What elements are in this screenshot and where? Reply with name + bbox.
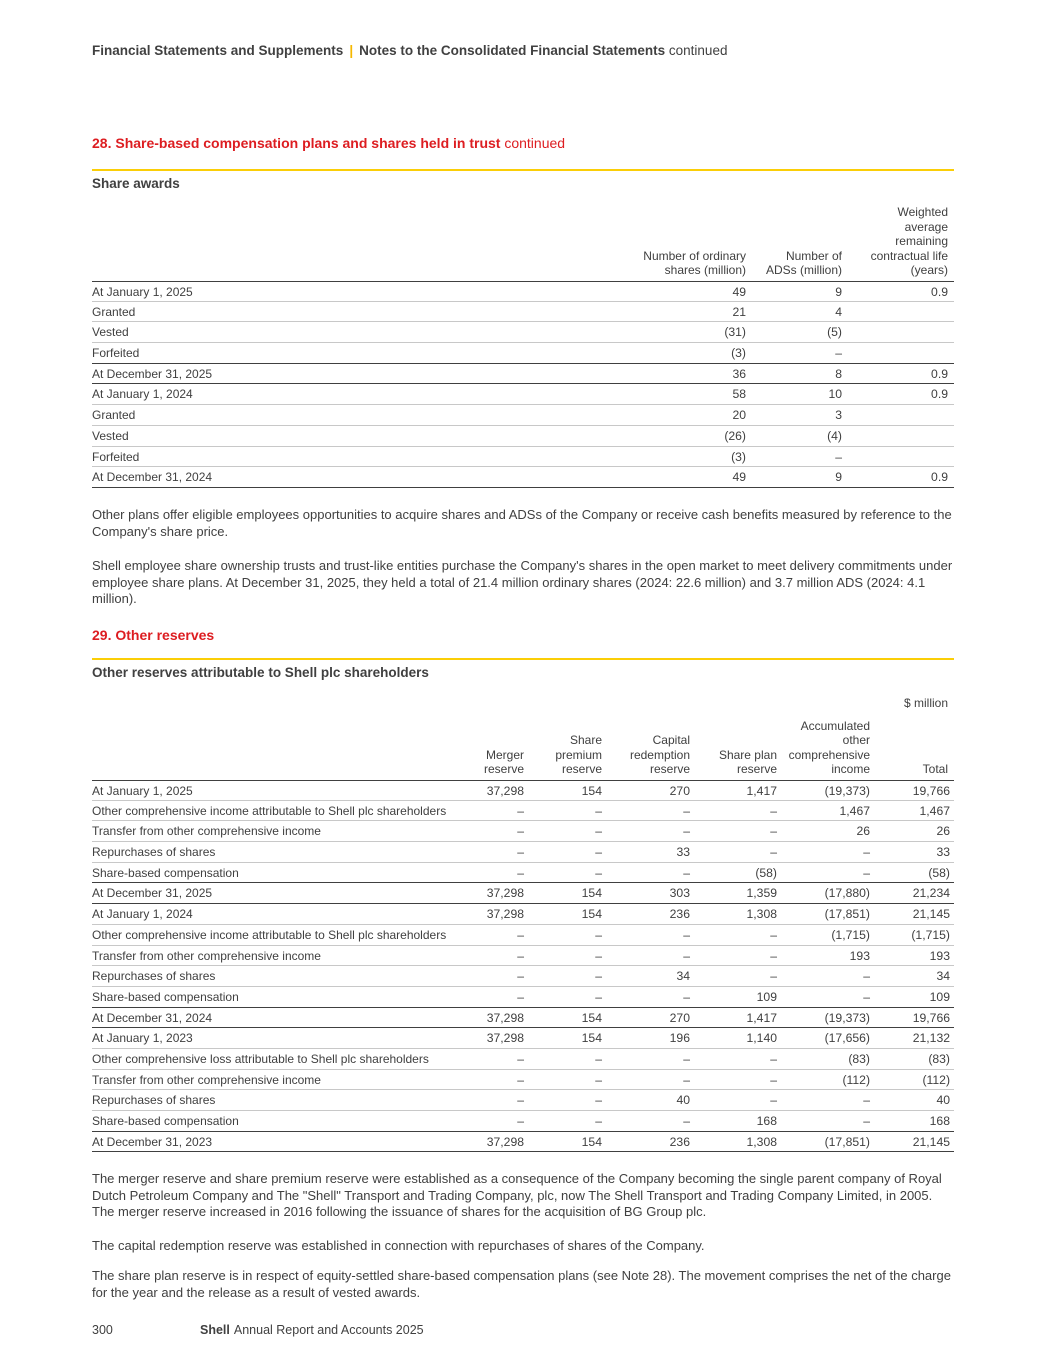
share-awards-table-header	[92, 200, 954, 281]
cell-value: 9	[835, 285, 842, 299]
cell-value: 154	[581, 886, 602, 901]
table-row	[92, 467, 954, 488]
table-row	[92, 801, 954, 822]
cell-value: 168	[929, 1114, 950, 1128]
row-label: At January 1, 2024	[92, 387, 193, 402]
cell-value: 37,298	[486, 907, 524, 922]
cell-value: 20	[732, 408, 746, 423]
note-29-paragraph-2: The capital redemption reserve was established in connection with repurchases of shares of the Company.	[92, 1238, 705, 1253]
col-merger-reserve: Merger reserve	[483, 747, 524, 777]
cell-value: –	[517, 1072, 524, 1087]
cell-value: 303	[669, 886, 690, 901]
cell-value: 1,467	[919, 803, 950, 818]
cell-value: –	[517, 1093, 524, 1108]
cell-value: (1,715)	[911, 927, 950, 942]
cell-value: 4	[835, 304, 842, 319]
cell-value: (3)	[731, 346, 746, 361]
table-row	[92, 883, 954, 904]
note-28-title-text: 28. Share-based compensation plans and shares held in trust	[92, 135, 501, 151]
cell-value: 19,766	[912, 1010, 950, 1025]
cell-value: 270	[669, 1010, 690, 1025]
row-label: At December 31, 2025	[92, 886, 213, 901]
other-reserves-table-header	[92, 713, 954, 780]
cell-value: –	[863, 1093, 870, 1108]
cell-value: –	[517, 927, 524, 942]
cell-value: –	[517, 865, 524, 880]
cell-value: –	[595, 824, 602, 839]
cell-value: (58)	[755, 865, 777, 880]
cell-value: 37,298	[486, 1010, 524, 1025]
row-label: At December 31, 2025	[92, 366, 213, 381]
cell-value: 154	[581, 784, 602, 798]
cell-value: 33	[936, 845, 950, 860]
cell-value: 33	[676, 845, 690, 860]
row-label: Other comprehensive income attributable to Shell plc shareholders	[92, 927, 447, 942]
table-row	[92, 821, 954, 842]
cell-value: 1,140	[746, 1031, 777, 1046]
cell-value: –	[683, 865, 690, 880]
cell-value: –	[595, 1072, 602, 1087]
cell-value: –	[770, 969, 777, 984]
col-contractual-life: Weighted average remaining contractual life (years)	[870, 205, 948, 278]
row-label: At December 31, 2023	[92, 1134, 213, 1149]
table-row	[92, 1028, 954, 1049]
note-28-paragraph-2: Shell employee share ownership trusts and trust-like entities purchase the Company's shares in the open market to meet delivery commitments under employee share plans. At December 31, 2025, they held a total of 21.4 million ordinary shares (2024: 22.6 million) and 3.7 million ADS (2024: 4.1 million).	[92, 558, 953, 606]
cell-value: (83)	[928, 1051, 950, 1066]
other-reserves-table	[92, 713, 954, 1152]
note-29-title: 29. Other reserves	[92, 627, 215, 643]
row-label: At January 1, 2023	[92, 1031, 193, 1046]
col-share-plan-reserve: Share plan reserve	[718, 747, 777, 777]
row-label: Transfer from other comprehensive income	[92, 824, 321, 839]
cell-value: 21,234	[912, 886, 950, 901]
table-row	[92, 447, 954, 468]
cell-value: (5)	[827, 325, 842, 340]
cell-value: 0.9	[931, 285, 948, 299]
cell-value: –	[517, 803, 524, 818]
cell-value: (17,656)	[824, 1031, 870, 1046]
cell-value: 26	[936, 824, 950, 839]
header-separator: |	[349, 43, 354, 58]
col-accumulated-oci: Accumulated other comprehensive income	[788, 718, 870, 777]
cell-value: –	[770, 1072, 777, 1087]
cell-value: 0.9	[931, 470, 948, 485]
cell-value: –	[595, 845, 602, 860]
table-row	[92, 322, 954, 343]
row-label: At January 1, 2024	[92, 907, 193, 922]
note-28-title-suffix: continued	[504, 135, 566, 151]
row-label: Transfer from other comprehensive income	[92, 948, 321, 963]
cell-value: –	[683, 1114, 690, 1128]
cell-value: –	[595, 1093, 602, 1108]
cell-value: –	[683, 1072, 690, 1087]
row-label: Transfer from other comprehensive income	[92, 1072, 321, 1087]
cell-value: 37,298	[486, 1134, 524, 1149]
row-label: Vested	[92, 325, 129, 340]
note-29-paragraph-1: The merger reserve and share premium reserve were established as a consequence of the Company becoming the single parent company of Royal Dutch Petroleum Company and The "Shell" Transport and Trading Company, plc, now The Shell Transport and Trading Company Limited, in 2005. The merger reserve increased in 2016 following the issuance of shares for the acquisition of BG Group plc.	[92, 1171, 942, 1219]
share-awards-table	[92, 200, 954, 488]
header-suffix: continued	[668, 43, 728, 58]
cell-value: –	[517, 969, 524, 984]
table-row	[92, 426, 954, 447]
cell-value: (83)	[848, 1051, 870, 1066]
cell-value: (19,373)	[824, 1010, 870, 1025]
cell-value: –	[835, 449, 842, 464]
cell-value: –	[595, 927, 602, 942]
page-footer	[92, 1323, 424, 1337]
row-label: Other comprehensive loss attributable to Shell plc shareholders	[92, 1051, 429, 1066]
cell-value: 1,417	[746, 1010, 777, 1025]
cell-value: –	[517, 1114, 524, 1128]
cell-value: –	[517, 824, 524, 839]
cell-value: 40	[676, 1093, 690, 1108]
cell-value: –	[770, 803, 777, 818]
cell-value: –	[595, 989, 602, 1004]
table-row	[92, 863, 954, 884]
table-row	[92, 925, 954, 946]
cell-value: –	[595, 865, 602, 880]
cell-value: 154	[581, 1134, 602, 1149]
table-row	[92, 946, 954, 967]
cell-value: –	[595, 803, 602, 818]
cell-value: –	[517, 845, 524, 860]
cell-value: (17,851)	[824, 907, 870, 922]
table-row	[92, 1132, 954, 1153]
note-29-paragraph-3: The share plan reserve is in respect of equity-settled share-based compensation plans (see Note 28). The movement comprises the net of the charge for the year and the release as a result of vested awards.	[92, 1268, 951, 1300]
table-row	[92, 343, 954, 364]
cell-value: 21,145	[912, 1134, 950, 1149]
cell-value: 0.9	[931, 387, 948, 402]
note-29-rule	[92, 658, 954, 660]
row-label: Share-based compensation	[92, 865, 239, 880]
row-label: Share-based compensation	[92, 989, 239, 1004]
cell-value: 58	[732, 387, 746, 402]
cell-value: 49	[732, 285, 746, 299]
cell-value: –	[683, 989, 690, 1004]
row-label: At December 31, 2024	[92, 470, 213, 485]
cell-value: –	[863, 969, 870, 984]
running-header	[92, 43, 727, 58]
table-row	[92, 966, 954, 987]
cell-value: –	[683, 948, 690, 963]
cell-value: 40	[936, 1093, 950, 1108]
cell-value: 49	[732, 470, 746, 485]
cell-value: –	[683, 1051, 690, 1066]
table-row	[92, 904, 954, 925]
cell-value: (112)	[842, 1072, 870, 1087]
cell-value: –	[683, 927, 690, 942]
cell-value: (4)	[827, 428, 842, 443]
cell-value: 109	[756, 989, 777, 1004]
cell-value: 26	[856, 824, 870, 839]
cell-value: –	[683, 824, 690, 839]
other-reserves-table-body	[92, 780, 954, 1152]
cell-value: 8	[835, 366, 842, 381]
row-label: At January 1, 2025	[92, 784, 193, 798]
cell-value: 21,145	[912, 907, 950, 922]
cell-value: (112)	[922, 1072, 950, 1087]
cell-value: 154	[581, 1010, 602, 1025]
cell-value: 21	[732, 304, 746, 319]
cell-value: 193	[929, 948, 950, 963]
row-label: At January 1, 2025	[92, 285, 193, 299]
note-28-paragraph-1: Other plans offer eligible employees opportunities to acquire shares and ADSs of the Company or receive cash benefits measured by reference to the Company's share price.	[92, 507, 952, 539]
row-label: Granted	[92, 304, 136, 319]
cell-value: 0.9	[931, 366, 948, 381]
cell-value: (58)	[928, 865, 950, 880]
cell-value: –	[595, 1114, 602, 1128]
cell-value: (26)	[724, 428, 746, 443]
cell-value: 37,298	[486, 886, 524, 901]
cell-value: 37,298	[486, 784, 524, 798]
note-28-title	[92, 135, 565, 151]
table-row	[92, 302, 954, 323]
cell-value: 34	[676, 969, 690, 984]
cell-value: –	[863, 989, 870, 1004]
cell-value: –	[863, 845, 870, 860]
cell-value: –	[517, 948, 524, 963]
table-row	[92, 842, 954, 863]
row-label: Other comprehensive income attributable to Shell plc shareholders	[92, 803, 447, 818]
share-awards-title: Share awards	[92, 176, 180, 191]
cell-value: (3)	[731, 449, 746, 464]
col-capital-redemption-reserve: Capital redemption reserve	[629, 733, 690, 777]
cell-value: –	[770, 845, 777, 860]
cell-value: –	[595, 1051, 602, 1066]
cell-value: 1,417	[746, 784, 777, 798]
cell-value: 236	[669, 1134, 690, 1149]
other-reserves-title: Other reserves attributable to Shell plc shareholders	[92, 665, 429, 680]
cell-value: –	[770, 927, 777, 942]
brand-name: Shell	[200, 1323, 230, 1337]
cell-value: 154	[581, 1031, 602, 1046]
table-row	[92, 405, 954, 426]
cell-value: 9	[835, 470, 842, 485]
cell-value: 37,298	[486, 1031, 524, 1046]
table-row	[92, 364, 954, 385]
note-28-rule	[92, 169, 954, 171]
cell-value: (19,373)	[824, 784, 870, 798]
cell-value: 1,359	[746, 886, 777, 901]
share-awards-table-body	[92, 281, 954, 488]
cell-value: 10	[828, 387, 842, 402]
cell-value: 34	[936, 969, 950, 984]
cell-value: 109	[929, 989, 950, 1004]
table-row	[92, 1090, 954, 1111]
table-row	[92, 1049, 954, 1070]
page-number: 300	[92, 1323, 113, 1337]
cell-value: –	[835, 346, 842, 361]
row-label: Forfeited	[92, 346, 140, 361]
cell-value: –	[595, 969, 602, 984]
cell-value: 1,308	[746, 1134, 777, 1149]
row-label: Repurchases of shares	[92, 969, 216, 984]
table-row	[92, 281, 954, 302]
cell-value: –	[595, 948, 602, 963]
table-row	[92, 1070, 954, 1091]
col-total: Total	[922, 762, 948, 777]
cell-value: 154	[581, 907, 602, 922]
cell-value: 236	[669, 907, 690, 922]
row-label: Share-based compensation	[92, 1114, 239, 1128]
cell-value: 3	[835, 408, 842, 423]
table-row	[92, 384, 954, 405]
cell-value: –	[517, 989, 524, 1004]
row-label: Granted	[92, 408, 136, 423]
cell-value: (17,880)	[824, 886, 870, 901]
table-row	[92, 1111, 954, 1132]
cell-value: –	[770, 1093, 777, 1108]
col-adss: Number of ADSs (million)	[765, 248, 842, 278]
cell-value: (17,851)	[824, 1134, 870, 1149]
table-row	[92, 987, 954, 1008]
cell-value: 19,766	[912, 784, 950, 798]
cell-value: –	[770, 1051, 777, 1066]
unit-label: $ million	[903, 696, 948, 710]
row-label: Forfeited	[92, 449, 140, 464]
table-row	[92, 1008, 954, 1029]
cell-value: 1,467	[839, 803, 870, 818]
cell-value: 193	[849, 948, 870, 963]
header-subsection: Notes to the Consolidated Financial Statements	[359, 43, 666, 58]
cell-value: –	[683, 803, 690, 818]
cell-value: –	[770, 948, 777, 963]
publication-title: Annual Report and Accounts 2025	[233, 1323, 424, 1337]
row-label: Vested	[92, 428, 129, 443]
cell-value: –	[863, 865, 870, 880]
cell-value: 196	[669, 1031, 690, 1046]
cell-value: 168	[756, 1114, 777, 1128]
cell-value: –	[517, 1051, 524, 1066]
cell-value: –	[863, 1114, 870, 1128]
cell-value: (1,715)	[831, 927, 870, 942]
cell-value: 21,132	[912, 1031, 950, 1046]
cell-value: –	[770, 824, 777, 839]
header-section: Financial Statements and Supplements	[92, 43, 344, 58]
cell-value: 36	[732, 366, 746, 381]
row-label: Repurchases of shares	[92, 1093, 216, 1108]
cell-value: 270	[669, 784, 690, 798]
row-label: At December 31, 2024	[92, 1010, 213, 1025]
table-row	[92, 780, 954, 801]
col-share-premium-reserve: Share premium reserve	[555, 733, 602, 777]
cell-value: 1,308	[746, 907, 777, 922]
col-ordinary-shares: Number of ordinary shares (million)	[643, 248, 746, 278]
cell-value: (31)	[724, 325, 746, 340]
row-label: Repurchases of shares	[92, 845, 216, 860]
